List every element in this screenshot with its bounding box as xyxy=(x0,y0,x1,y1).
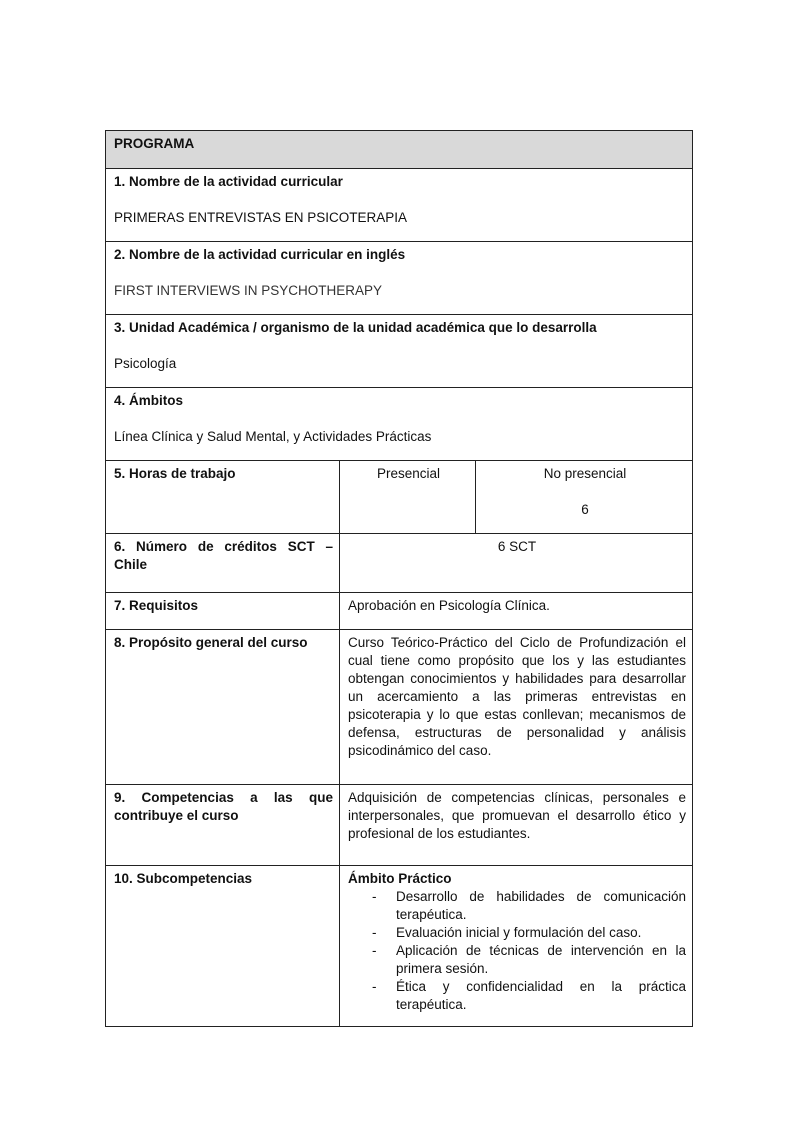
list-item: - Evaluación inicial y formulación del caso. xyxy=(396,924,686,942)
section-label: 4. Ámbitos xyxy=(114,393,184,408)
competencies-label: 9. Competencias a las que contribuye el curso xyxy=(106,785,340,866)
program-header: PROGRAMA xyxy=(106,131,693,169)
list-item: - Desarrollo de habilidades de comunicación terapéutica. xyxy=(396,888,686,924)
credits-value: 6 SCT xyxy=(340,534,693,593)
program-table xyxy=(105,130,693,1027)
purpose-label: 8. Propósito general del curso xyxy=(106,630,340,785)
subcompetencies-heading: Ámbito Práctico xyxy=(348,871,452,886)
requirements-label: 7. Requisitos xyxy=(106,593,340,630)
section-label: 3. Unidad Académica / organismo de la unidad académica que lo desarrolla xyxy=(114,320,597,335)
section-value: Línea Clínica y Salud Mental, y Actividades Prácticas xyxy=(114,429,432,444)
remote-value: 6 xyxy=(581,502,589,517)
subcompetencies-value xyxy=(340,866,693,1027)
credits-label: 6. Número de créditos SCT – Chile xyxy=(106,534,340,593)
section-activity-name-english xyxy=(106,242,693,315)
list-item: - Ética y confidencialidad en la práctica terapéutica. xyxy=(396,978,686,1014)
remote-hours xyxy=(476,461,693,534)
section-scopes xyxy=(106,388,693,461)
list-item: - Aplicación de técnicas de intervención en la primera sesión. xyxy=(396,942,686,978)
competencies-value: Adquisición de competencias clínicas, personales e interpersonales, que promuevan el desarrollo ético y profesional de los estudiantes. xyxy=(340,785,693,866)
section-label: 2. Nombre de la actividad curricular en inglés xyxy=(114,247,406,262)
work-hours-label: 5. Horas de trabajo xyxy=(106,461,340,534)
section-value: Psicología xyxy=(114,356,177,371)
requirements-value: Aprobación en Psicología Clínica. xyxy=(340,593,693,630)
section-value: PRIMERAS ENTREVISTAS EN PSICOTERAPIA xyxy=(114,210,408,225)
subcompetencies-label: 10. Subcompetencias xyxy=(106,866,340,1027)
section-value: FIRST INTERVIEWS IN PSYCHOTHERAPY xyxy=(114,283,383,298)
subcompetencies-list xyxy=(348,888,686,1014)
section-academic-unit xyxy=(106,315,693,388)
section-activity-name xyxy=(106,169,693,242)
purpose-value: Curso Teórico-Práctico del Ciclo de Profundización el cual tiene como propósito que los y las estudiantes obtengan conocimientos y habilidades para desarrollar un acercamiento a las primeras entrevistas en psicoterapia y lo que estas conllevan; mecanismos de defensa, estructuras de personalidad y análisis psicodinámico del caso. xyxy=(340,630,693,785)
remote-label: No presencial xyxy=(543,466,627,481)
in-person-label: Presencial xyxy=(376,466,441,481)
section-label: 1. Nombre de la actividad curricular xyxy=(114,174,343,189)
in-person-hours xyxy=(340,461,476,534)
